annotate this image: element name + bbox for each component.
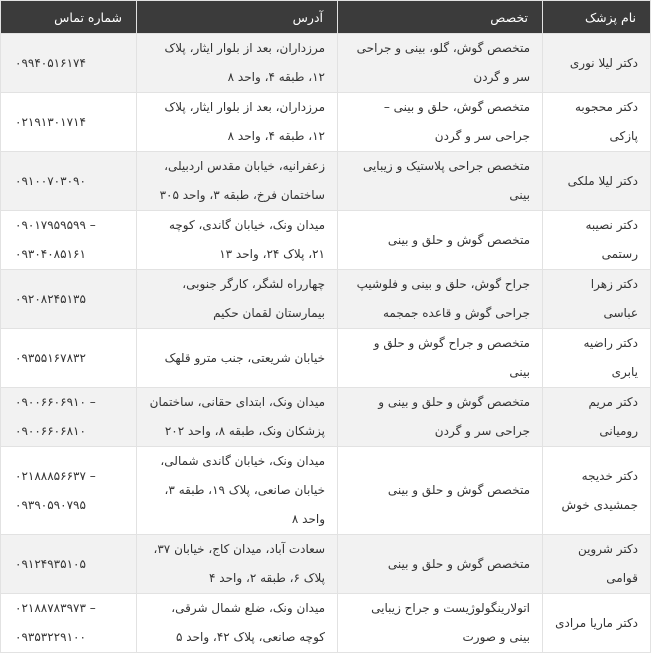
doctor-phone: ۰۲۱۸۸۷۸۳۹۷۳ – ۰۹۳۵۳۲۲۹۱۰۰: [1, 594, 137, 653]
doctor-phone: ۰۹۱۲۴۹۳۵۱۰۵: [1, 535, 137, 594]
doctor-specialty: متخصص گوش و حلق و بینی: [338, 211, 543, 270]
table-header-row: [1, 1, 651, 34]
doctor-address: میدان ونک، ضلع شمال شرقی، کوچه صانعی، پلاک ۴۲، واحد ۵: [137, 594, 338, 653]
doctor-address: چهارراه لشگر، کارگر جنوبی، بیمارستان لقمان حکیم: [137, 270, 338, 329]
table-row: [1, 535, 651, 594]
doctor-specialty: متخصص گوش و حلق و بینی: [338, 535, 543, 594]
header-name: نام پزشک: [543, 1, 651, 34]
doctor-phone: ۰۹۹۴۰۵۱۶۱۷۴: [1, 34, 137, 93]
header-phone: شماره تماس: [1, 1, 137, 34]
doctor-name: دکتر لیلا نوری: [543, 34, 651, 93]
doctor-phone: ۰۹۲۰۸۲۴۵۱۳۵: [1, 270, 137, 329]
table-row: [1, 211, 651, 270]
doctor-address: میدان ونک، ابتدای حقانی، ساختمان پزشکان ونک، طبقه ۸، واحد ۲۰۲: [137, 388, 338, 447]
table-row: [1, 594, 651, 653]
doctor-name: دکتر شروین قوامی: [543, 535, 651, 594]
doctor-phone: ۰۹۳۵۵۱۶۷۸۳۲: [1, 329, 137, 388]
table-row: [1, 447, 651, 535]
doctor-name: دکتر مریم رومیانی: [543, 388, 651, 447]
doctor-specialty: متخصص گوش، حلق و بینی – جراحی سر و گردن: [338, 93, 543, 152]
doctor-specialty: متخصص و جراح گوش و حلق و بینی: [338, 329, 543, 388]
header-address: آدرس: [137, 1, 338, 34]
doctor-specialty: متخصص گوش و حلق و بینی و جراحی سر و گردن: [338, 388, 543, 447]
table-row: [1, 270, 651, 329]
doctor-address: مرزداران، بعد از بلوار ایثار، پلاک ۱۲، طبقه ۴، واحد ۸: [137, 93, 338, 152]
table-row: [1, 93, 651, 152]
table-row: [1, 34, 651, 93]
table-row: [1, 329, 651, 388]
header-specialty: تخصص: [338, 1, 543, 34]
doctor-phone: ۰۹۰۰۶۶۰۶۹۱۰ – ۰۹۰۰۶۶۰۶۸۱۰: [1, 388, 137, 447]
table-row: [1, 388, 651, 447]
doctor-name: دکتر راضیه یابری: [543, 329, 651, 388]
doctor-specialty: جراح گوش، حلق و بینی و فلوشیپ جراحی گوش و قاعده جمجمه: [338, 270, 543, 329]
doctor-specialty: متخصص گوش، گلو، بینی و جراحی سر و گردن: [338, 34, 543, 93]
table-row: [1, 152, 651, 211]
doctor-name: دکتر محجوبه پازکی: [543, 93, 651, 152]
doctor-name: دکتر زهرا عباسی: [543, 270, 651, 329]
doctor-specialty: اتولارینگولوژیست و جراح زیبایی بینی و صورت: [338, 594, 543, 653]
doctor-address: مرزداران، بعد از بلوار ایثار، پلاک ۱۲، طبقه ۴، واحد ۸: [137, 34, 338, 93]
doctor-phone: ۰۲۱۸۸۸۵۶۶۳۷ – ۰۹۳۹۰۵۹۰۷۹۵: [1, 447, 137, 535]
doctor-name: دکتر نصیبه رستمی: [543, 211, 651, 270]
doctor-address: زعفرانیه، خیابان مقدس اردبیلی، ساختمان فرخ، طبقه ۳، واحد ۳۰۵: [137, 152, 338, 211]
doctor-address: میدان ونک، خیابان گاندی، کوچه ۲۱، پلاک ۲۴، واحد ۱۳: [137, 211, 338, 270]
doctor-specialty: متخصص جراحی پلاستیک و زیبایی بینی: [338, 152, 543, 211]
doctor-specialty: متخصص گوش و حلق و بینی: [338, 447, 543, 535]
doctor-phone: ۰۲۱۹۱۳۰۱۷۱۴: [1, 93, 137, 152]
doctor-address: خیابان شریعتی، جنب مترو قلهک: [137, 329, 338, 388]
doctor-phone: ۰۹۰۱۷۹۵۹۵۹۹ – ۰۹۳۰۴۰۸۵۱۶۱: [1, 211, 137, 270]
doctor-name: دکتر لیلا ملکی: [543, 152, 651, 211]
doctor-address: سعادت آباد، میدان کاج، خیابان ۳۷، پلاک ۶، طبقه ۲، واحد ۴: [137, 535, 338, 594]
doctor-name: دکتر ماریا مرادی: [543, 594, 651, 653]
doctor-name: دکتر خدیجه جمشیدی خوش: [543, 447, 651, 535]
doctor-phone: ۰۹۱۰۰۷۰۳۰۹۰: [1, 152, 137, 211]
doctor-address: میدان ونک، خیابان گاندی شمالی، خیابان صانعی، پلاک ۱۹، طبقه ۳، واحد ۸: [137, 447, 338, 535]
